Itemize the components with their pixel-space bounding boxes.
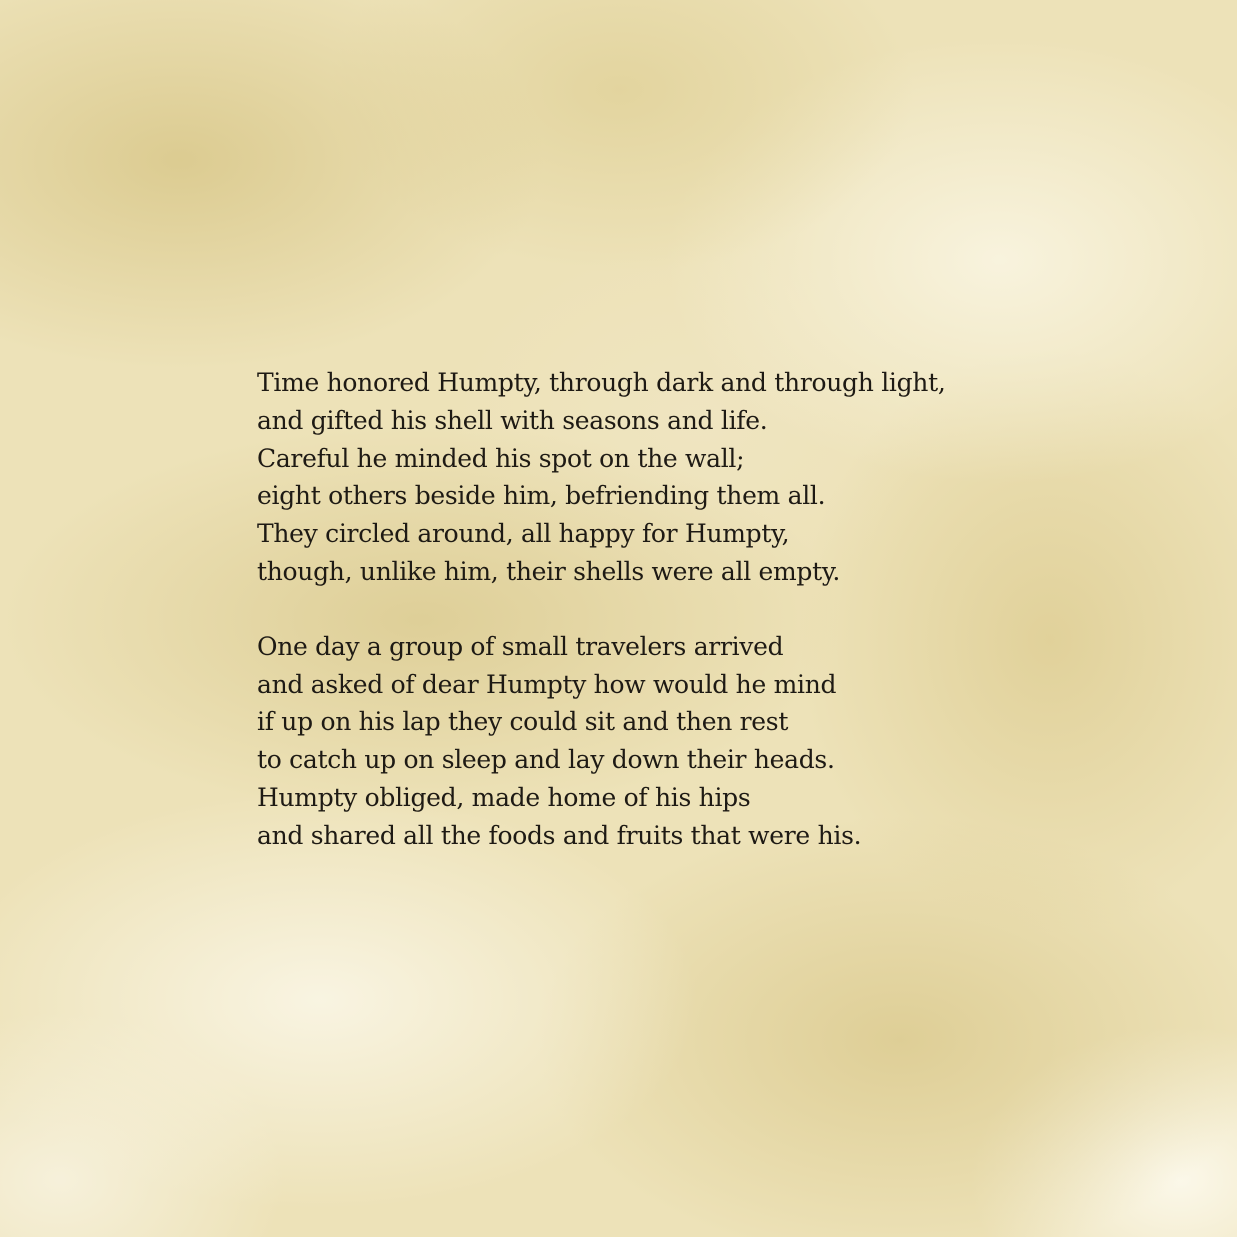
poem-line: and asked of dear Humpty how would he mind [257,669,837,699]
poem-line: and gifted his shell with seasons and life. [257,405,768,435]
poem-line: They circled around, all happy for Humpty, [257,519,790,549]
poem-line: and shared all the foods and fruits that were his. [257,820,862,850]
poem-text [257,364,1017,855]
poem-line: though, unlike him, their shells were all empty. [257,556,841,586]
stanza-2 [257,628,1017,855]
poem-line: One day a group of small travelers arrived [257,631,784,661]
poem-line: to catch up on sleep and lay down their heads. [257,745,835,775]
poem-line: eight others beside him, befriending them all. [257,481,826,511]
stanza-1 [257,364,1017,591]
poem-line: if up on his lap they could sit and then rest [257,707,789,737]
poem-line: Time honored Humpty, through dark and through light, [257,368,946,397]
poem-line: Careful he minded his spot on the wall; [257,443,745,473]
poem-line: Humpty obliged, made home of his hips [257,782,751,812]
